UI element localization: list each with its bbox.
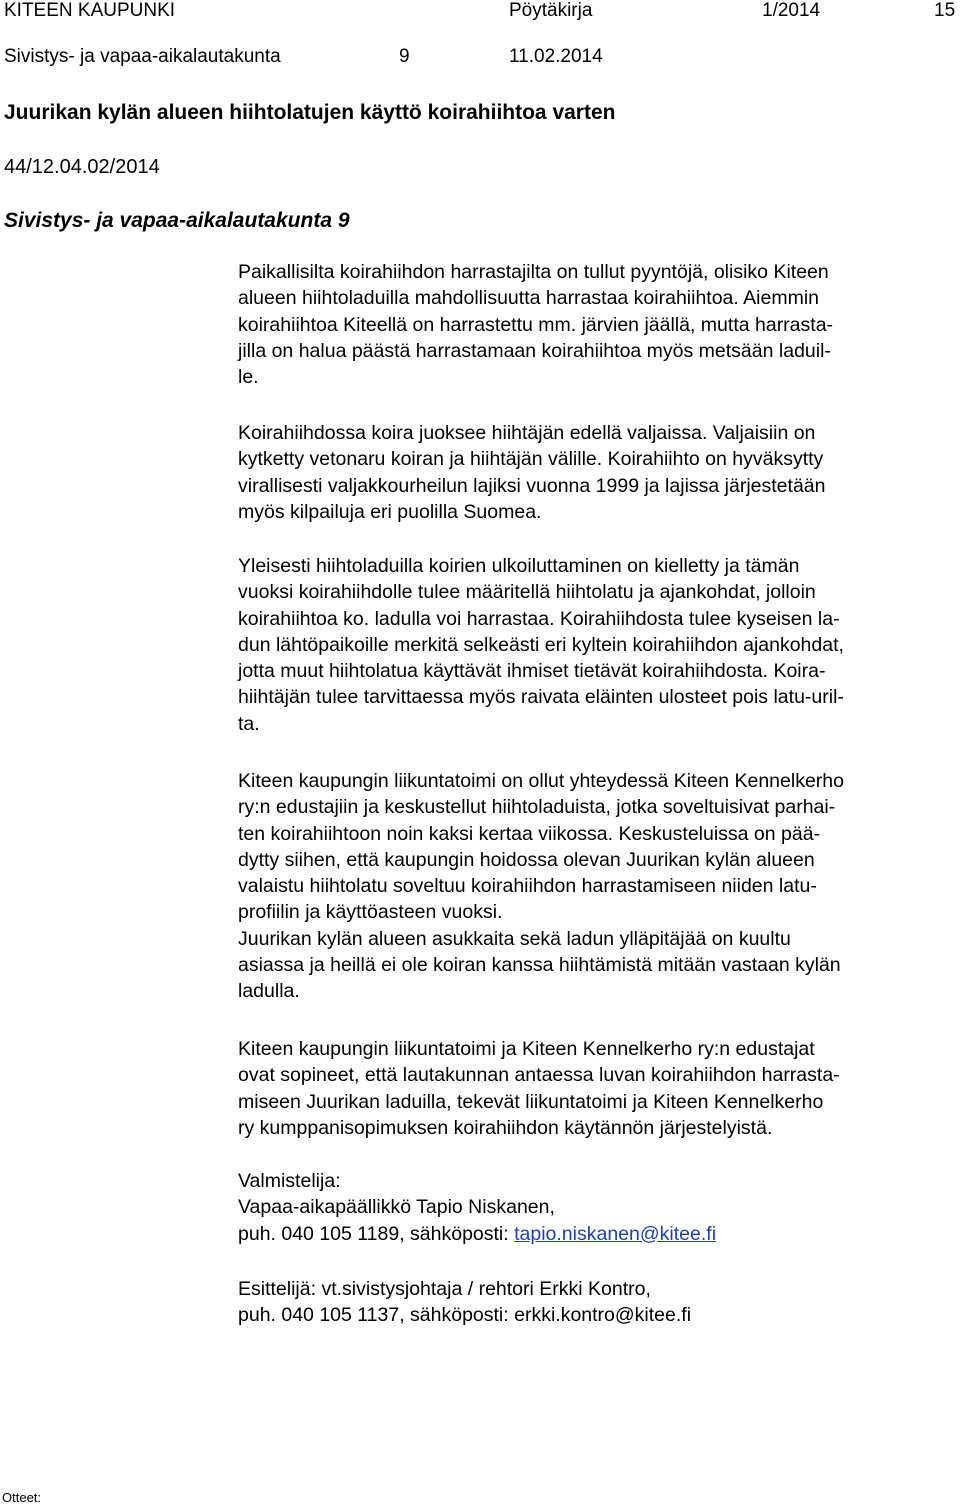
paragraph-line: ry:n edustajiin ja keskustellut hiihtoladuista, jotka soveltuisivat parhai- (238, 796, 836, 819)
board-heading-section: 9 (337, 209, 350, 232)
preparer-block (238, 1168, 960, 1247)
header-board: Sivistys- ja vapaa-aikalautakunta (4, 46, 281, 67)
paragraph-line: Kiteen kaupungin liikuntatoimi ja Kiteen Kennelkerho ry:n edustajat (238, 1038, 815, 1060)
case-number: 44/12.04.02/2014 (4, 156, 160, 178)
paragraph-line: Koirahiihdossa koira juoksee hiihtäjän edellä valjaissa. Valjaisiin on (238, 422, 816, 444)
page-number: 15 (934, 0, 956, 21)
paragraph-consultation (238, 768, 960, 1005)
paragraph-line: ten koirahiihtoon noin kaksi kertaa viikossa. Keskusteluissa on pää- (238, 822, 821, 845)
paragraph-line: ry kumppanisopimuksen koirahiihdon käytännön järjestelyistä. (238, 1116, 773, 1139)
paragraph-line: kytketty vetonaru koiran ja hiihtäjän välille. Koirahiihto on hyväksytty (238, 448, 824, 471)
paragraph-line: koirahiihtoa ko. ladulla voi harrastaa. Koirahiihdosta tulee kyseisen la- (238, 607, 840, 630)
paragraph-line: miseen Juurikan laduilla, tekevät liikuntatoimi ja Kiteen Kennelkerho (238, 1090, 824, 1113)
paragraph-line: Yleisesti hiihtoladuilla koirien ulkoiluttaminen on kielletty ja tämän (238, 555, 800, 577)
paragraph-description (238, 420, 960, 525)
paragraph-line: ta. (238, 712, 260, 735)
paragraph-line: profiilin ja käyttöasteen vuoksi. (238, 901, 503, 924)
paragraph-line: jilla on halua päästä harrastamaan koirahiihtoa myös metsään laduil- (238, 339, 831, 362)
paragraph-line: asiassa ja heillä ei ole koiran kanssa hiihtämistä mitään vastaan kylän (238, 954, 841, 977)
paragraph-agreement (238, 1036, 960, 1141)
paragraph-line: hiihtäjän tulee tarvittaessa myös raivata eläinten ulosteet pois latu-uril- (238, 686, 844, 709)
paragraph-line: koirahiihtoa Kiteellä on harrastettu mm. järvien jäällä, mutta harrasta- (238, 313, 834, 336)
paragraph-rules (238, 553, 960, 737)
paragraph-line: jotta muut hiihtolatua käyttävät ihmiset tietävät koirahiihdosta. Koira- (238, 660, 826, 683)
board-heading-name: Sivistys- ja vapaa-aikalautakunta (4, 209, 332, 232)
presenter-line: Esittelijä: vt.sivistysjohtaja / rehtori Erkki Kontro, (238, 1278, 651, 1300)
presenter-contact: puh. 040 105 1137, sähköposti: erkki.kontro@kitee.fi (238, 1304, 692, 1327)
doc-number: 1/2014 (762, 0, 821, 21)
header-date: 11.02.2014 (509, 46, 603, 67)
footer-label: Otteet: (2, 1490, 42, 1505)
paragraph-line: virallisesti valjakkourheilun lajiksi vuonna 1999 ja lajissa järjestetään (238, 474, 826, 497)
doc-type: Pöytäkirja (509, 0, 593, 21)
paragraph-line: le. (238, 366, 259, 389)
preparer-contact (238, 1221, 960, 1247)
paragraph-line: ovat sopineet, että lautakunnan antaessa luvan koirahiihdon harrasta- (238, 1064, 840, 1087)
presenter-block (238, 1276, 960, 1329)
preparer-name: Vapaa-aikapäällikkö Tapio Niskanen, (238, 1196, 555, 1219)
paragraph-line: valaistu hiihtolatu soveltuu koirahiihdon harrastamiseen niiden latu- (238, 875, 817, 898)
paragraph-line: myös kilpailuja eri puolilla Suomea. (238, 500, 542, 523)
paragraph-line: vuoksi koirahiihdolle tulee määritellä hiihtolatu ja ajankohdat, jolloin (238, 581, 816, 604)
paragraph-line: ladulla. (238, 980, 300, 1003)
paragraph-line: dun lähtöpaikoille merkitä selkeästi eri kyltein koirahiihdon ajankohdat, (238, 633, 844, 656)
org-name: KITEEN KAUPUNKI (4, 0, 176, 21)
paragraph-line: dytty siihen, että kaupungin hoidossa olevan Juurikan kylän alueen (238, 848, 815, 871)
paragraph-background (238, 259, 960, 390)
preparer-contact-prefix: puh. 040 105 1189, sähköposti: (238, 1222, 515, 1245)
paragraph-line: Paikallisilta koirahiihdon harrastajilta on tullut pyyntöjä, olisiko Kiteen (238, 261, 829, 283)
page-title: Juurikan kylän alueen hiihtolatujen käyttö koirahiihtoa varten (4, 101, 616, 124)
paragraph-line: Kiteen kaupungin liikuntatoimi on ollut yhteydessä Kiteen Kennelkerho (238, 770, 844, 792)
header-section: 9 (399, 46, 410, 67)
paragraph-line: Juurikan kylän alueen asukkaita sekä ladun ylläpitäjää on kuultu (238, 927, 791, 950)
board-heading (4, 208, 350, 234)
preparer-label: Valmistelija: (238, 1170, 341, 1192)
paragraph-line: alueen hiihtoladuilla mahdollisuutta harrastaa koirahiihtoa. Aiemmin (238, 287, 820, 310)
preparer-email-link[interactable]: tapio.niskanen@kitee.fi (514, 1222, 717, 1245)
